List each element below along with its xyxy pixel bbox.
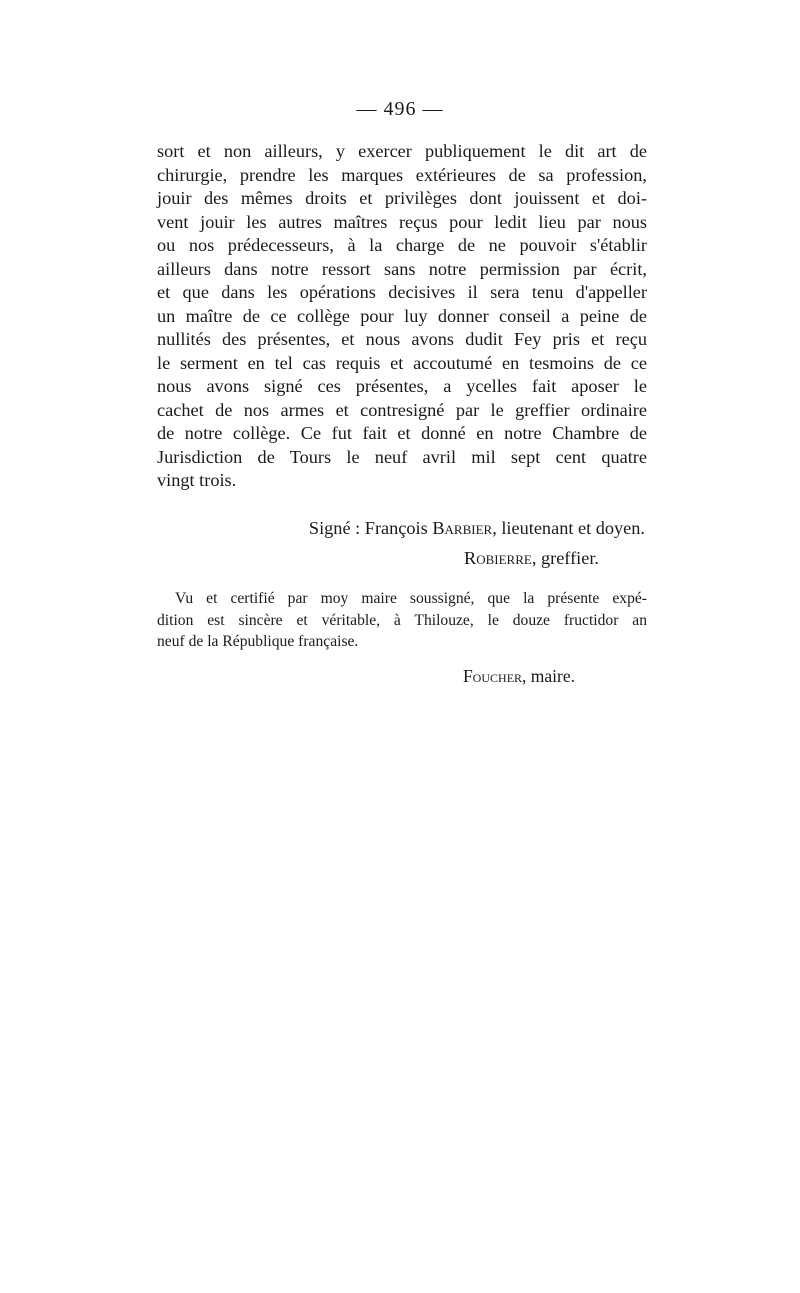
signatory-name: Foucher: [462, 666, 523, 686]
text-line: Vu et certifié par moy maire soussigné, que la présente expé-: [175, 590, 647, 607]
signatory-title: , maire.: [522, 666, 575, 686]
text-line: Jurisdiction de Tours le neuf avril mil sept cent quatre: [157, 446, 647, 467]
certification-paragraph: [157, 588, 647, 653]
signature-greffier: [157, 546, 645, 570]
text-line: neuf de la République française.: [157, 633, 359, 650]
text-line: un maître de ce collège pour luy donner conseil a peine de: [157, 305, 647, 326]
text-line: le serment en tel cas requis et accoutumé en tesmoins de ce: [157, 352, 647, 373]
text-line: jouir des mêmes droits et privilèges dont jouissent et doi-: [157, 188, 647, 208]
signatory-title: , greffier.: [531, 548, 599, 568]
body-paragraph: [157, 140, 647, 493]
text-line: cachet de nos armes et contresigné par le greffier ordinaire: [157, 399, 647, 420]
text-line: dition est sincère et véritable, à Thilouze, le douze fructidor an: [157, 611, 647, 629]
signatory-title: , lieutenant et doyen.: [492, 518, 645, 538]
text-line: nous avons signé ces présentes, a ycelles fait aposer le: [157, 376, 647, 396]
text-line: chirurgie, prendre les marques extérieures de sa profession,: [157, 164, 647, 185]
text-line: ou nos prédecesseurs, à la charge de ne pouvoir s'établir: [157, 235, 647, 255]
page-number: — 496 —: [356, 98, 444, 120]
signature-maire: [157, 664, 647, 688]
text-line: ailleurs dans notre ressort sans notre permission par écrit,: [157, 258, 647, 279]
text-line: vent jouir les autres maîtres reçus pour ledit lieu par nous: [157, 211, 647, 232]
text-line: sort et non ailleurs, y exercer publiquement le dit art de: [157, 141, 647, 161]
text-line: vingt trois.: [157, 470, 237, 490]
signature-prefix: Signé : François: [308, 518, 433, 538]
signature-lieutenant: [157, 516, 645, 540]
text-line: nullités des présentes, et nous avons dudit Fey pris et reçu: [157, 329, 647, 349]
text-line: de notre collège. Ce fut fait et donné en notre Chambre de: [157, 423, 647, 443]
signatory-name: Robierre: [464, 548, 532, 568]
signatory-name: Barbier: [432, 518, 493, 538]
text-line: et que dans les opérations decisives il sera tenu d'appeller: [157, 282, 647, 302]
